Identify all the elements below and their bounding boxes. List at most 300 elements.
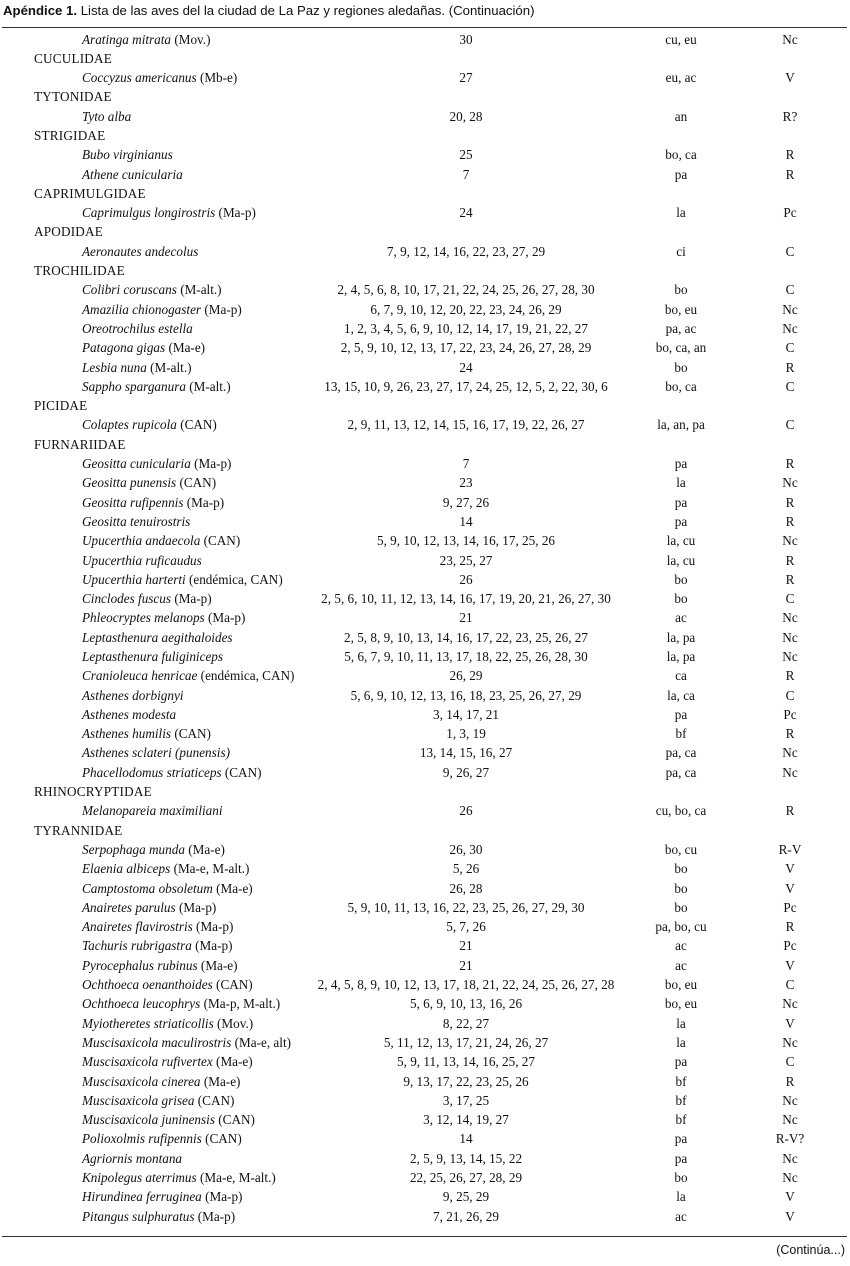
species-cell	[82, 1129, 242, 1148]
species-cell	[82, 1033, 291, 1052]
family-name: FURNARIIDAE	[34, 436, 126, 452]
species-note: (Ma-p, M-alt.)	[200, 996, 281, 1012]
status-cell: C	[785, 591, 795, 607]
status-cell: Nc	[782, 1092, 798, 1108]
species-note: (Ma-p)	[201, 301, 242, 317]
status-cell: R	[785, 552, 795, 568]
species-cell	[82, 512, 190, 531]
habitat-cell: cu, bo, ca	[655, 803, 707, 819]
species-row	[0, 1207, 850, 1226]
species-cell	[82, 743, 230, 762]
status-cell: Pc	[783, 938, 797, 954]
habitat-cell: bo, ca	[665, 147, 697, 163]
species-cell	[82, 1187, 242, 1206]
continuation-note: (Continúa...)	[776, 1243, 845, 1257]
species-row	[0, 628, 850, 647]
localities-cell: 3, 17, 25	[442, 1092, 490, 1108]
species-name: Knipolegus aterrimus	[82, 1170, 197, 1186]
species-note: (Ma-e)	[165, 340, 206, 356]
localities-cell: 2, 5, 9, 10, 12, 13, 17, 22, 23, 24, 26, 27, 28, 29	[340, 340, 592, 356]
species-row	[0, 879, 850, 898]
species-cell	[82, 666, 294, 685]
status-cell: V	[785, 70, 795, 86]
species-row	[0, 203, 850, 222]
species-row	[0, 145, 850, 164]
habitat-cell: la	[676, 475, 686, 491]
top-rule	[2, 27, 847, 28]
status-cell: Pc	[783, 706, 797, 722]
status-cell: Nc	[782, 475, 798, 491]
habitat-cell: pa	[674, 1131, 688, 1147]
family-row	[0, 126, 850, 145]
species-row	[0, 1149, 850, 1168]
status-cell: Nc	[782, 610, 798, 626]
species-row	[0, 165, 850, 184]
species-row	[0, 666, 850, 685]
species-note: (Ma-e)	[197, 957, 238, 973]
species-note: (Ma-p)	[190, 456, 232, 472]
species-name: Leptasthenura aegithaloides	[82, 629, 233, 645]
localities-cell: 25	[459, 147, 473, 163]
localities-cell: 5, 9, 10, 11, 13, 16, 22, 23, 25, 26, 27, 29, 30	[347, 899, 585, 915]
habitat-cell: ac	[675, 610, 687, 626]
species-row	[0, 608, 850, 627]
habitat-cell: bo	[674, 359, 688, 375]
status-cell: R	[785, 359, 795, 375]
localities-cell: 5, 6, 9, 10, 13, 16, 26	[409, 996, 523, 1012]
species-name: Upucerthia harterti	[82, 571, 186, 587]
status-cell: V	[785, 1208, 795, 1224]
habitat-cell: pa	[674, 1054, 688, 1070]
species-note: (Ma-p)	[215, 205, 256, 221]
species-cell	[82, 917, 233, 936]
species-cell	[82, 280, 222, 299]
status-cell: R	[785, 803, 795, 819]
species-name: Asthenes dorbignyi	[82, 687, 184, 703]
species-cell	[82, 859, 249, 878]
species-cell	[82, 531, 240, 550]
status-cell: V	[785, 880, 795, 896]
habitat-cell: bo, ca, an	[655, 340, 707, 356]
species-row	[0, 473, 850, 492]
localities-cell: 2, 5, 9, 13, 14, 15, 22	[409, 1150, 523, 1166]
habitat-cell: bf	[675, 1112, 687, 1128]
species-name: Asthenes humilis	[82, 726, 172, 742]
habitat-cell: la, ca	[667, 687, 695, 703]
species-name: Patagona gigas	[82, 340, 166, 356]
species-row	[0, 686, 850, 705]
species-name: Upucerthia ruficaudus	[82, 552, 202, 568]
habitat-cell: pa	[674, 513, 688, 529]
species-name: Muscisaxicola maculirostris	[82, 1034, 232, 1050]
species-note: (Ma-p)	[201, 1189, 243, 1205]
species-name: Athene cunicularia	[82, 166, 183, 182]
status-cell: Nc	[782, 764, 798, 780]
localities-cell: 2, 4, 5, 8, 9, 10, 12, 13, 17, 18, 21, 22, 24, 25, 26, 27, 28	[317, 977, 615, 993]
habitat-cell: pa, bo, cu	[655, 919, 707, 935]
habitat-cell: pa	[674, 1150, 688, 1166]
species-name: Muscisaxicola juninensis	[82, 1112, 215, 1128]
species-cell	[82, 975, 253, 994]
species-row	[0, 68, 850, 87]
species-cell	[82, 145, 173, 164]
status-cell: Nc	[782, 1034, 798, 1050]
habitat-cell: ca	[675, 668, 687, 684]
localities-cell: 23, 25, 27	[439, 552, 493, 568]
species-cell	[82, 165, 183, 184]
species-name: Oreotrochilus estella	[82, 320, 193, 336]
species-cell	[82, 415, 217, 434]
species-cell	[82, 203, 256, 222]
species-name: Pyrocephalus rubinus	[82, 957, 198, 973]
species-row	[0, 1072, 850, 1091]
family-name: RHINOCRYPTIDAE	[34, 784, 152, 800]
species-note: (CAN)	[176, 475, 217, 491]
status-cell: Nc	[782, 745, 798, 761]
species-note: (CAN)	[212, 977, 253, 993]
species-cell	[82, 68, 237, 87]
species-note: (Ma-e)	[184, 841, 225, 857]
family-name: STRIGIDAE	[34, 127, 106, 143]
species-cell	[82, 454, 231, 473]
species-row	[0, 454, 850, 473]
species-row	[0, 917, 850, 936]
species-note: (Ma-p)	[194, 1208, 236, 1224]
localities-cell: 2, 4, 5, 6, 8, 10, 17, 21, 22, 24, 25, 26, 27, 28, 30	[337, 282, 595, 298]
species-note: (Ma-e, M-alt.)	[196, 1170, 276, 1186]
localities-cell: 5, 6, 9, 10, 12, 13, 16, 18, 23, 25, 26, 27, 29	[350, 687, 582, 703]
family-name: TYTONIDAE	[34, 89, 112, 105]
species-row	[0, 801, 850, 820]
status-cell: V	[785, 1015, 795, 1031]
species-cell	[82, 1072, 240, 1091]
species-cell	[82, 1052, 253, 1071]
localities-cell: 21	[459, 938, 473, 954]
localities-cell: 1, 3, 19	[446, 726, 486, 742]
species-note: (Mb-e)	[196, 70, 238, 86]
habitat-cell: bf	[675, 1073, 687, 1089]
habitat-cell: bo	[674, 1170, 688, 1186]
species-row	[0, 724, 850, 743]
habitat-cell: la, an, pa	[657, 417, 705, 433]
species-note: (Ma-p)	[171, 591, 212, 607]
species-row	[0, 493, 850, 512]
species-name: Anairetes flavirostris	[82, 919, 193, 935]
localities-cell: 7	[462, 166, 470, 182]
species-row	[0, 589, 850, 608]
species-row	[0, 570, 850, 589]
family-row	[0, 222, 850, 241]
habitat-cell: bo	[674, 861, 688, 877]
species-name: Phacellodomus striaticeps	[82, 764, 222, 780]
species-name: Hirundinea ferruginea	[82, 1189, 202, 1205]
species-row	[0, 107, 850, 126]
localities-cell: 2, 9, 11, 13, 12, 14, 15, 16, 17, 19, 22, 26, 27	[347, 417, 585, 433]
localities-cell: 26	[459, 571, 473, 587]
habitat-cell: bo	[674, 880, 688, 896]
species-note: (CAN)	[176, 417, 217, 433]
status-cell: R	[785, 147, 795, 163]
species-name: Pitangus sulphuratus	[82, 1208, 195, 1224]
species-cell	[82, 551, 202, 570]
species-row	[0, 1033, 850, 1052]
habitat-cell: pa	[674, 494, 688, 510]
species-cell	[82, 686, 183, 705]
localities-cell: 5, 11, 12, 13, 17, 21, 24, 26, 27	[383, 1034, 549, 1050]
status-cell: Nc	[782, 1112, 798, 1128]
localities-cell: 8, 22, 27	[442, 1015, 490, 1031]
species-cell	[82, 994, 280, 1013]
species-row	[0, 936, 850, 955]
habitat-cell: bo, eu	[664, 977, 698, 993]
habitat-cell: bo, ca	[665, 378, 697, 394]
species-cell	[82, 879, 253, 898]
species-row	[0, 280, 850, 299]
species-name: Muscisaxicola cinerea	[82, 1073, 201, 1089]
status-cell: C	[785, 378, 795, 394]
species-row	[0, 994, 850, 1013]
status-cell: R	[785, 571, 795, 587]
status-cell: Nc	[782, 1170, 798, 1186]
species-row	[0, 1014, 850, 1033]
family-row	[0, 782, 850, 801]
localities-cell: 13, 15, 10, 9, 26, 23, 27, 17, 24, 25, 12, 5, 2, 22, 30, 6	[324, 378, 608, 394]
localities-cell: 3, 12, 14, 19, 27	[423, 1112, 509, 1128]
species-note: (Ma-e)	[212, 880, 253, 896]
localities-cell: 7, 21, 26, 29	[433, 1208, 499, 1224]
species-name: Polioxolmis rufipennis	[82, 1131, 202, 1147]
localities-cell: 5, 26	[452, 861, 480, 877]
species-row	[0, 242, 850, 261]
species-row	[0, 1110, 850, 1129]
species-name: Phleocryptes melanops	[82, 610, 205, 626]
species-row	[0, 705, 850, 724]
species-name: Serpophaga munda	[82, 841, 185, 857]
family-row	[0, 87, 850, 106]
localities-cell: 24	[459, 359, 473, 375]
species-cell	[82, 30, 210, 49]
habitat-cell: eu, ac	[665, 70, 697, 86]
species-name: Muscisaxicola rufivertex	[82, 1054, 213, 1070]
family-name: TYRANNIDAE	[34, 822, 123, 838]
localities-cell: 23	[459, 475, 473, 491]
status-cell: C	[785, 282, 795, 298]
species-name: Elaenia albiceps	[82, 861, 171, 877]
localities-cell: 9, 13, 17, 22, 23, 25, 26	[403, 1073, 529, 1089]
species-name: Leptasthenura fuliginiceps	[82, 649, 224, 664]
species-name: Agriornis montana	[82, 1150, 183, 1166]
species-cell	[82, 1091, 234, 1110]
status-cell: Nc	[782, 649, 798, 664]
habitat-cell: la, cu	[666, 552, 696, 568]
species-row	[0, 377, 850, 396]
habitat-cell: bo, eu	[664, 996, 698, 1012]
species-row	[0, 1052, 850, 1071]
localities-cell: 30	[459, 31, 473, 47]
family-name: TROCHILIDAE	[34, 263, 125, 279]
species-name: Geositta cunicularia	[82, 456, 191, 472]
species-row	[0, 743, 850, 762]
family-name: CUCULIDAE	[34, 50, 112, 66]
species-name: Amazilia chionogaster	[82, 301, 202, 317]
species-cell	[82, 840, 225, 859]
species-cell	[82, 242, 198, 261]
status-cell: R	[785, 1073, 795, 1089]
species-name: Cinclodes fuscus	[82, 591, 172, 607]
species-name: Upucerthia andaecola	[82, 533, 201, 549]
species-name: Myiotheretes striaticollis	[82, 1015, 214, 1031]
localities-cell: 13, 14, 15, 16, 27	[419, 745, 513, 761]
species-name: Colibri coruscans	[82, 282, 177, 298]
species-row	[0, 898, 850, 917]
habitat-cell: ac	[675, 1208, 687, 1224]
species-cell	[82, 338, 205, 357]
localities-cell: 5, 6, 7, 9, 10, 11, 13, 17, 18, 22, 25, 26, 28, 30	[344, 649, 588, 664]
status-cell: C	[785, 687, 795, 703]
species-row	[0, 1091, 850, 1110]
species-name: Caprimulgus longirostris	[82, 205, 216, 221]
species-row	[0, 647, 850, 666]
status-cell: C	[785, 243, 795, 259]
status-cell: R	[785, 456, 795, 472]
species-name: Geositta tenuirostris	[82, 513, 191, 529]
status-cell: R	[785, 494, 795, 510]
species-cell	[82, 589, 212, 608]
localities-cell: 26	[459, 803, 473, 819]
status-cell: Nc	[782, 301, 798, 317]
species-name: Aeronautes andecolus	[82, 243, 199, 259]
species-cell	[82, 956, 238, 975]
species-cell	[82, 608, 245, 627]
status-cell: V	[785, 861, 795, 877]
species-cell	[82, 1149, 182, 1168]
habitat-cell: pa, ac	[665, 320, 697, 336]
species-name: Tachuris rubrigastra	[82, 938, 192, 954]
habitat-cell: la, pa	[666, 649, 696, 664]
localities-cell: 5, 9, 11, 13, 14, 16, 25, 27	[397, 1054, 535, 1070]
family-name: APODIDAE	[34, 224, 103, 240]
species-row	[0, 859, 850, 878]
family-row	[0, 261, 850, 280]
localities-cell: 2, 5, 8, 9, 10, 13, 14, 16, 17, 22, 23, 25, 26, 27	[344, 629, 588, 645]
species-name: Anairetes parulus	[82, 899, 176, 915]
habitat-cell: la, cu	[666, 533, 696, 549]
species-row	[0, 415, 850, 434]
species-note: (Ma-p)	[204, 610, 246, 626]
species-cell	[82, 1168, 276, 1187]
habitat-cell: la, pa	[666, 629, 696, 645]
caption-text: Lista de las aves del la ciudad de La Paz y regiones aledañas. (Continuación)	[77, 3, 535, 18]
species-cell	[82, 801, 223, 820]
species-note: (CAN)	[201, 1131, 242, 1147]
status-cell: C	[785, 417, 795, 433]
habitat-cell: pa	[674, 706, 688, 722]
species-cell	[82, 107, 131, 126]
habitat-cell: pa	[674, 166, 688, 182]
species-row	[0, 358, 850, 377]
habitat-cell: bf	[675, 1092, 687, 1108]
family-row	[0, 49, 850, 68]
localities-cell: 26, 30	[449, 841, 483, 857]
localities-cell: 1, 2, 3, 4, 5, 6, 9, 10, 12, 14, 17, 19, 21, 22, 27	[344, 320, 588, 336]
family-name: PICIDAE	[34, 398, 88, 414]
bottom-rule	[2, 1236, 847, 1237]
species-cell	[82, 647, 223, 666]
species-name: Cranioleuca henricae	[82, 668, 198, 684]
status-cell: R	[785, 919, 795, 935]
habitat-cell: pa, ca	[665, 764, 697, 780]
habitat-cell: la	[676, 1034, 686, 1050]
status-cell: Pc	[783, 205, 797, 221]
status-cell: R	[785, 513, 795, 529]
species-name: Bubo virginianus	[82, 147, 173, 163]
species-name: Geositta rufipennis	[82, 494, 184, 510]
species-note: (endémica, CAN)	[185, 571, 283, 587]
status-cell: Pc	[783, 899, 797, 915]
species-name: Melanopareia maximiliani	[82, 803, 223, 819]
species-note: (Ma-e)	[212, 1054, 253, 1070]
species-row	[0, 956, 850, 975]
species-cell	[82, 724, 211, 743]
species-row	[0, 1168, 850, 1187]
species-cell	[82, 1110, 255, 1129]
localities-cell: 7	[462, 456, 470, 472]
habitat-cell: bo, cu	[664, 841, 698, 857]
species-note: (Ma-p)	[175, 899, 217, 915]
species-note: (Ma-e, alt)	[231, 1034, 292, 1050]
species-name: Asthenes modesta	[82, 706, 177, 722]
species-note: (CAN)	[214, 1112, 255, 1128]
habitat-cell: la	[676, 1015, 686, 1031]
localities-cell: 20, 28	[449, 108, 483, 124]
species-row	[0, 1129, 850, 1148]
habitat-cell: bo	[674, 571, 688, 587]
species-name: Muscisaxicola grisea	[82, 1092, 195, 1108]
habitat-cell: bo	[674, 282, 688, 298]
species-row	[0, 1187, 850, 1206]
localities-cell: 6, 7, 9, 10, 12, 20, 22, 23, 24, 26, 29	[370, 301, 562, 317]
species-row	[0, 975, 850, 994]
species-name: Lesbia nuna	[82, 359, 147, 375]
species-note: (CAN)	[200, 533, 241, 549]
species-name: Aratinga mitrata	[82, 31, 172, 47]
species-name: Tyto alba	[82, 108, 132, 124]
habitat-cell: pa	[674, 456, 688, 472]
habitat-cell: bo, eu	[664, 301, 698, 317]
family-row	[0, 821, 850, 840]
status-cell: Nc	[782, 996, 798, 1012]
species-name: Asthenes sclateri (punensis)	[82, 745, 230, 761]
habitat-cell: pa, ca	[665, 745, 697, 761]
localities-cell: 27	[459, 70, 473, 86]
species-row	[0, 30, 850, 49]
species-row	[0, 763, 850, 782]
species-row	[0, 840, 850, 859]
status-cell: Nc	[782, 1150, 798, 1166]
habitat-cell: an	[674, 108, 688, 124]
status-cell: R?	[782, 108, 798, 124]
family-name: CAPRIMULGIDAE	[34, 185, 146, 201]
localities-cell: 9, 27, 26	[442, 494, 490, 510]
species-name: Ochthoeca oenanthoides	[82, 977, 213, 993]
species-note: (CAN)	[171, 726, 211, 742]
table-caption	[3, 3, 535, 18]
status-cell: C	[785, 977, 795, 993]
species-cell	[82, 936, 232, 955]
species-name: Colaptes rupicola	[82, 417, 177, 433]
habitat-cell: la	[676, 205, 686, 221]
family-row	[0, 184, 850, 203]
